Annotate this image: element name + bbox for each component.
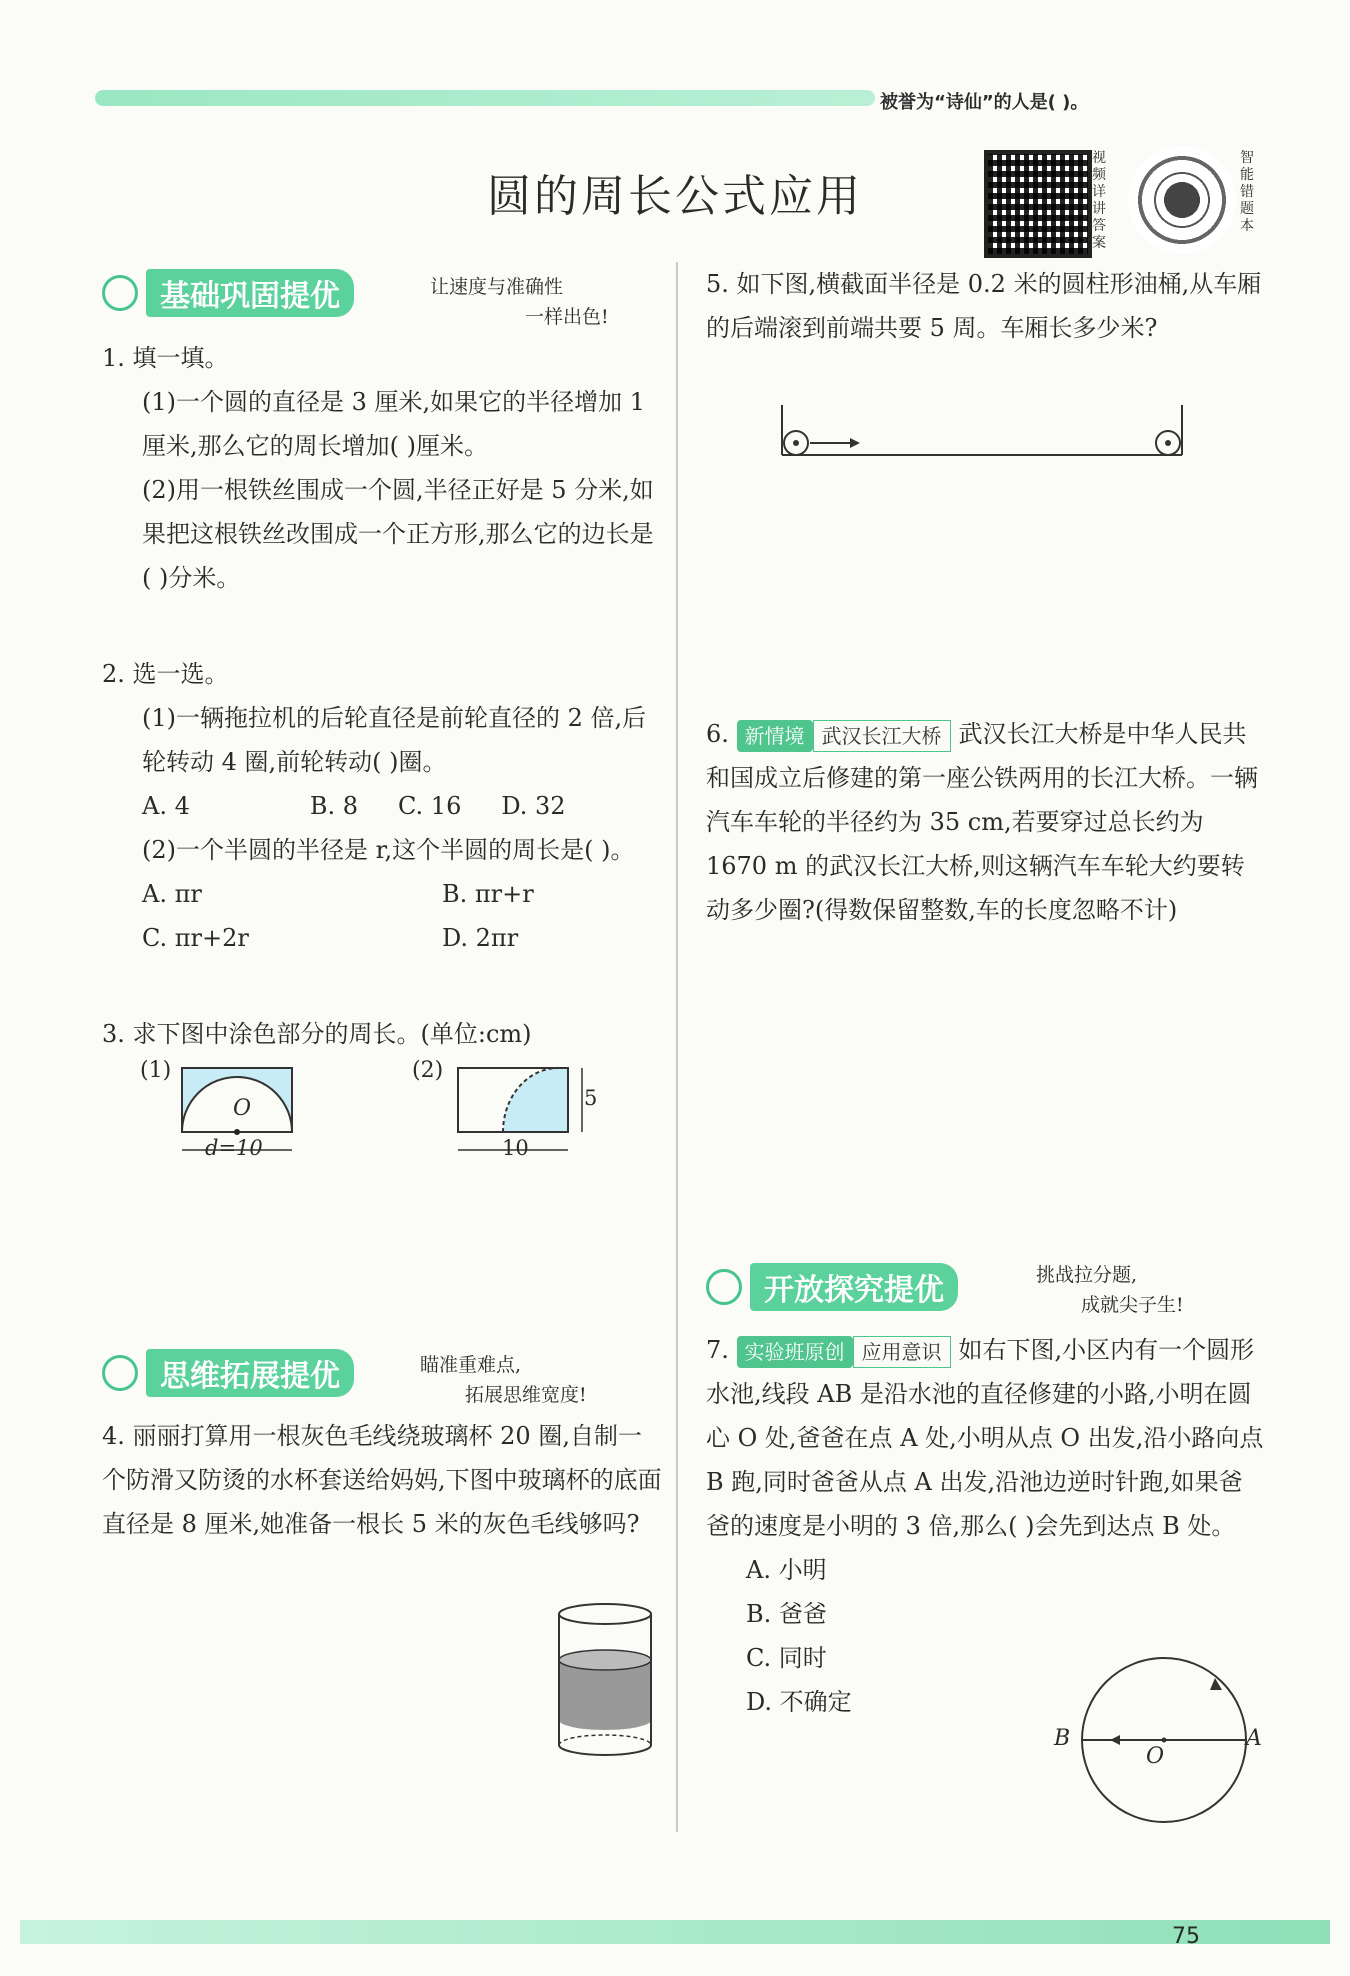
section-thinking-label: 思维拓展提优 [146,1349,354,1397]
q3-figure-1-dimension: d=10 [205,1136,263,1160]
section-open-label: 开放探究提优 [750,1263,958,1311]
q2-1-option-a: A. 4 [142,792,190,820]
q7-option-d: D. 不确定 [746,1688,852,1716]
q2-1-option-c: C. 16 [398,792,462,820]
question-6: 6. 新情境 武汉长江大桥 武汉长江大桥是中华人民共和国成立后修建的第一座公铁两用的长江大桥。一辆汽车车轮的半径约为 35 cm,若要穿过总长约为 1670 m 的武汉长江大桥,则这辆汽车车轮大约要转动多少圈?(得数保留整数,车的长度忽略不计) [706,720,1258,924]
section-thinking-slogan: 瞄准重难点, 拓展思维宽度! [420,1354,587,1406]
header-question: 被誉为“诗仙”的人是( )。 [880,92,1089,113]
question-1: 1. 填一填。 (1)一个圆的直径是 3 厘米,如果它的半径增加 1 厘米,那么它的周长增加( )厘米。 (2)用一根铁丝围成一个圆,半径正好是 5 分米,如果把这根铁丝改围成一个正方形,那么它的边长是( )分米。 [102,344,654,592]
q3-figure-1-center: O [233,1096,252,1121]
section-basic-label: 基础巩固提优 [146,269,354,317]
q5-truck-bed-figure [772,400,1192,460]
footer-band [20,1920,1330,1944]
q2-2-option-b: B. πr+r [442,880,534,908]
q7-pond-figure [1060,1650,1270,1830]
column-divider [676,262,678,1832]
q6-topic-tag: 武汉长江大桥 [813,720,951,752]
q3-figure-2-label: (2) [412,1058,444,1083]
section-open-slogan: 挑战拉分题, 成就尖子生! [1036,1264,1184,1316]
q2-1-option-b: B. 8 [309,792,359,820]
q2-2-option-a: A. πr [142,880,202,908]
satellite-icon [706,1269,742,1305]
q3-figure-2-width: 10 [502,1136,529,1160]
qr-left-label: 视频详讲答案 [1092,150,1106,251]
section-basic-slogan: 让速度与准确性 一样出色! [430,276,609,328]
qr-right-label: 智能错题本 [1240,150,1254,234]
q4-glass-figure [552,1600,662,1760]
question-5: 5. 如下图,横截面半径是 0.2 米的圆柱形油桶,从车厢的后端滚到前端共要 5 周。车厢长多少米? [706,270,1262,342]
q7-option-c: C. 同时 [746,1644,827,1672]
q3-figure-1-label: (1) [140,1058,172,1083]
q2-2-option-d: D. 2πr [442,924,519,952]
page-number: 75 [1172,1924,1200,1949]
section-basic-header [102,272,354,314]
qr-code-icon[interactable] [984,150,1092,258]
q7-option-a: A. 小明 [746,1556,827,1584]
question-4: 4. 丽丽打算用一根灰色毛线绕玻璃杯 20 圈,自制一个防滑又防烫的水杯套送给妈妈,下图中玻璃杯的底面直径是 8 厘米,她准备一根长 5 米的灰色毛线够吗? [102,1422,662,1538]
q3-figure-2-height: 5 [584,1086,598,1110]
qr-code-round-icon[interactable] [1128,146,1236,254]
question-7: 7. 实验班原创 应用意识 如右下图,小区内有一个圆形水池,线段 AB 是沿水池的直径修建的小路,小明在圆心 O 处,爸爸在点 A 处,小明从点 O 出发,沿小路向点 B 跑,同时爸爸从点 A 出发,沿池边逆时针跑,如果爸爸的速度是小明的 3 倍,那么( )会先到达点 B 处。 A. 小明 B. 爸爸 C. 同时 D. 不确定 [706,1328,1266,1724]
q7-original-tag: 实验班原创 [737,1336,853,1368]
q7-label-a: A [1246,1726,1262,1751]
header-band [95,90,875,106]
orbit-icon [102,275,138,311]
section-thinking-header [102,1352,354,1394]
q7-option-b: B. 爸爸 [746,1600,827,1628]
q7-label-b: B [1054,1726,1071,1751]
question-3: 3. 求下图中涂色部分的周长。(单位:cm) [102,1020,532,1048]
q2-1-option-d: D. 32 [501,792,566,820]
q2-2-option-c: C. πr+2r [142,924,249,952]
question-2: 2. 选一选。 (1)一辆拖拉机的后轮直径是前轮直径的 2 倍,后轮转动 4 圈,前轮转动( )圈。 A. 4 B. 8 C. 16 D. 32 (2)一个半圆的半径是 r,这个半圆的周长是( )。 A. πr B. πr+r C. πr+2r D. 2πr [102,652,662,960]
q7-label-o: O [1146,1744,1165,1769]
q6-new-context-tag: 新情境 [737,720,813,752]
section-open-header [706,1266,958,1308]
page-title: 圆的周长公式应用 [487,171,863,222]
q7-topic-tag: 应用意识 [853,1336,951,1368]
ufo-icon [102,1355,138,1391]
